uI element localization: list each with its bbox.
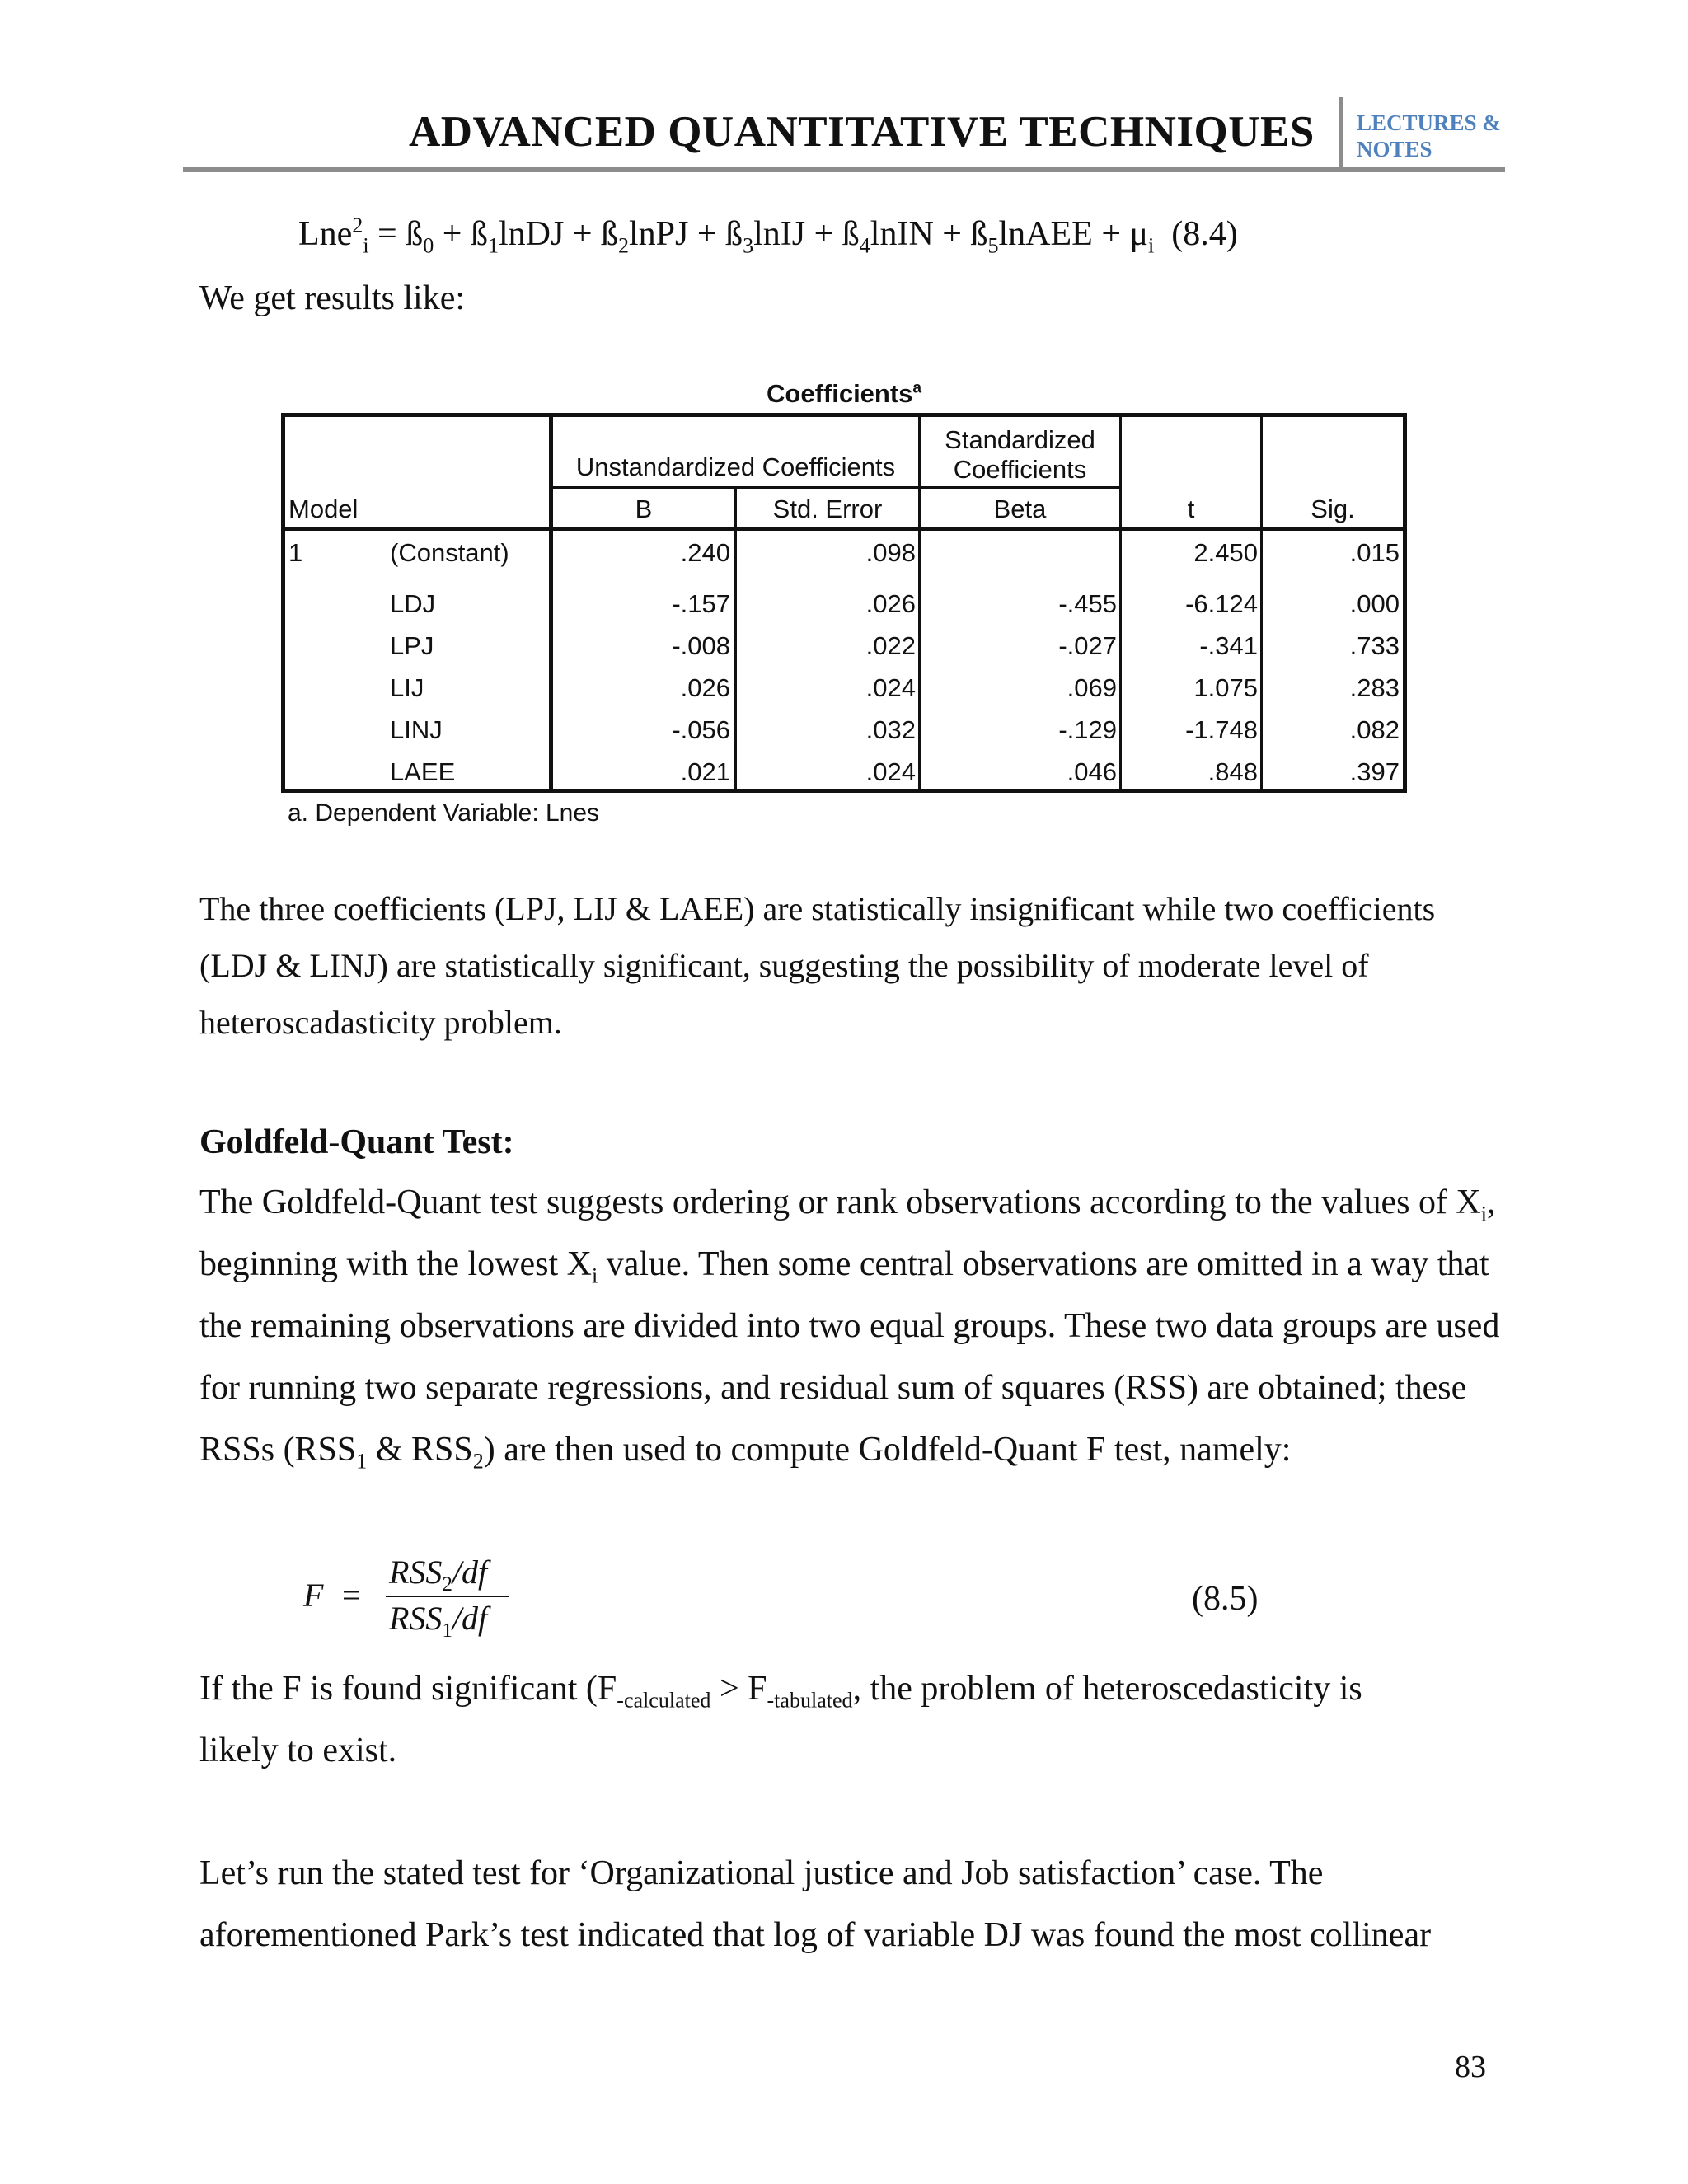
sig-sub: -calculated xyxy=(617,1688,711,1713)
eq-plus: + xyxy=(688,215,726,253)
cell-sig: .015 xyxy=(1349,538,1400,567)
cell-sig: .082 xyxy=(1349,715,1400,744)
header-divider xyxy=(1339,97,1343,171)
gq-text: ) are then used to compute Goldfeld-Quant F test, namely: xyxy=(483,1431,1292,1469)
gq-sub: 1 xyxy=(356,1449,368,1474)
eq-beta: ß xyxy=(406,215,424,253)
eq-plus: + xyxy=(434,215,471,253)
row-name: LINJ xyxy=(390,715,443,744)
table-rule xyxy=(1260,417,1263,789)
cell-se: .026 xyxy=(865,589,916,618)
formula-lhs: F xyxy=(303,1577,324,1614)
cell-se: .024 xyxy=(865,673,916,702)
header-tag-line1: LECTURES & xyxy=(1357,110,1501,135)
cell-beta: .046 xyxy=(1067,757,1117,786)
coefficients-table xyxy=(281,413,1407,793)
cell-b: .026 xyxy=(680,673,730,702)
sig-text: If the F is found significant (F xyxy=(199,1670,617,1708)
cell-beta: -.455 xyxy=(1058,589,1117,618)
eq-sub: i xyxy=(1148,233,1155,258)
eq-mu: μ xyxy=(1129,215,1149,253)
header-tag-line2: NOTES xyxy=(1357,137,1432,162)
formula-df: /df xyxy=(452,1600,488,1637)
cell-t: 1.075 xyxy=(1193,673,1258,702)
page-number: 83 xyxy=(1455,2050,1486,2084)
eq-sub: 4 xyxy=(859,233,870,258)
formula-numerator xyxy=(389,1553,488,1596)
row-name: LPJ xyxy=(390,631,434,660)
cell-b: -.056 xyxy=(672,715,730,744)
formula-sub: 2 xyxy=(442,1573,452,1596)
cell-t: .848 xyxy=(1207,757,1258,786)
fraction-bar xyxy=(386,1596,509,1597)
row-name: LDJ xyxy=(390,589,436,618)
cell-t: -.341 xyxy=(1199,631,1258,660)
gq-sub: i xyxy=(591,1263,598,1288)
cell-beta: -.027 xyxy=(1058,631,1117,660)
sig-sub: -tabulated xyxy=(767,1688,853,1713)
eq-term: lnIJ xyxy=(753,215,806,253)
formula-denominator xyxy=(389,1599,488,1642)
header-model: Model xyxy=(288,494,359,523)
cell-sig: .283 xyxy=(1349,673,1400,702)
cell-b: .240 xyxy=(680,538,730,567)
cell-se: .098 xyxy=(865,538,916,567)
eq-equals: = xyxy=(368,215,406,253)
eq-sub: 2 xyxy=(618,233,630,258)
eq-plus: + xyxy=(1092,215,1130,253)
eq-plus: + xyxy=(564,215,601,253)
cell-se: .022 xyxy=(865,631,916,660)
gq-text: The Goldfeld-Quant test suggests ordering or rank observations according to the values of X xyxy=(199,1183,1481,1221)
sig-text: , the problem of heteroscedasticity is likely to exist. xyxy=(199,1670,1362,1769)
eq-sub: 3 xyxy=(743,233,754,258)
header-beta: Beta xyxy=(993,494,1047,523)
equation-number-8-5: (8.5) xyxy=(1192,1580,1259,1618)
paragraph-application: Let’s run the stated test for ‘Organizational justice and Job satisfaction’ case. The aforementioned Park’s test indicated that log of variable DJ was found the most collinear xyxy=(199,1854,1432,1954)
eq-lne: Lne xyxy=(298,215,353,253)
table-rule xyxy=(734,487,737,789)
cell-b: -.157 xyxy=(672,589,730,618)
eq-beta: ß xyxy=(970,215,988,253)
table-footnote: a. Dependent Variable: Lnes xyxy=(288,799,600,827)
row-name: LAEE xyxy=(390,757,456,786)
header-sig: Sig. xyxy=(1311,494,1355,523)
table-title xyxy=(767,379,921,409)
header-rule xyxy=(183,167,1505,172)
formula-equals: = xyxy=(342,1577,361,1614)
eq-plus: + xyxy=(805,215,842,253)
intro-text: We get results like: xyxy=(199,279,466,317)
header-t: t xyxy=(1187,494,1195,523)
gq-text: value. Then some central observations are omitted in a way that the remaining observations are divided into two equal groups. These two data groups are used for running two separate regressions, and residual sum of squares (RSS) are obtained; these RSSs (RSS xyxy=(199,1245,1500,1469)
formula-sub: 1 xyxy=(442,1619,452,1642)
header-standardized xyxy=(921,425,1119,485)
eq-term: lnPJ xyxy=(629,215,689,253)
cell-b: -.008 xyxy=(672,631,730,660)
header-b: B xyxy=(635,494,653,523)
cell-t: -6.124 xyxy=(1185,589,1258,618)
model-number: 1 xyxy=(288,538,303,567)
header-standardized-line2: Coefficients xyxy=(953,455,1087,484)
gq-text: & RSS xyxy=(367,1431,473,1469)
gq-sub: i xyxy=(1480,1202,1487,1226)
header-standardized-line1: Standardized xyxy=(945,425,1095,454)
cell-sig: .397 xyxy=(1349,757,1400,786)
table-title-sup: a xyxy=(912,379,922,397)
eq-sub: 0 xyxy=(423,233,434,258)
eq-sub: 5 xyxy=(987,233,999,258)
eq-sup: 2 xyxy=(352,213,363,237)
header-std-error: Std. Error xyxy=(772,494,883,523)
running-header-title: ADVANCED QUANTITATIVE TECHNIQUES xyxy=(409,108,1315,156)
gq-text: , beginning with the lowest X xyxy=(199,1183,1496,1283)
section-heading: Goldfeld-Quant Test: xyxy=(199,1123,514,1161)
eq-sub: i xyxy=(363,233,369,258)
cell-se: .024 xyxy=(865,757,916,786)
header-tag xyxy=(1357,110,1501,162)
formula-df: /df xyxy=(452,1554,488,1591)
cell-b: .021 xyxy=(680,757,730,786)
cell-sig: .733 xyxy=(1349,631,1400,660)
header-unstandardized: Unstandardized Coefficients xyxy=(575,452,896,481)
cell-beta: .069 xyxy=(1067,673,1117,702)
table-title-text: Coefficients xyxy=(767,379,913,408)
table-rule xyxy=(285,527,1403,531)
paragraph-interpretation: The three coefficients (LPJ, LIJ & LAEE) are statistically insignificant while two coefficients (LDJ & LINJ) are statistically significant, suggesting the possibility of moderate level of heteroscadasticity problem. xyxy=(199,890,1436,1041)
eq-beta: ß xyxy=(470,215,488,253)
formula-8-5 xyxy=(297,1553,544,1643)
eq-term: lnAEE xyxy=(998,215,1093,253)
eq-sub: 1 xyxy=(487,233,499,258)
cell-t: 2.450 xyxy=(1193,538,1258,567)
cell-t: -1.748 xyxy=(1185,715,1258,744)
cell-beta: -.129 xyxy=(1058,715,1117,744)
sig-text: > F xyxy=(710,1670,767,1708)
paragraph-goldfeld-quant xyxy=(199,1172,1502,1481)
formula-rss: RSS xyxy=(389,1600,443,1637)
eq-beta: ß xyxy=(601,215,618,253)
eq-beta: ß xyxy=(842,215,860,253)
eq-beta: ß xyxy=(725,215,743,253)
gq-sub: 2 xyxy=(472,1449,484,1474)
eq-plus: + xyxy=(933,215,971,253)
formula-rss: RSS xyxy=(389,1554,443,1591)
equation-8-4 xyxy=(298,213,1238,258)
eq-term: lnIN xyxy=(870,215,934,253)
eq-term: lnDJ xyxy=(498,215,565,253)
cell-se: .032 xyxy=(865,715,916,744)
row-name: (Constant) xyxy=(390,538,509,567)
table-rule xyxy=(551,486,1122,489)
row-name: LIJ xyxy=(390,673,424,702)
table-rule xyxy=(1119,417,1122,789)
paragraph-significance xyxy=(199,1658,1386,1782)
equation-number: (8.4) xyxy=(1171,215,1238,253)
cell-sig: .000 xyxy=(1349,589,1400,618)
